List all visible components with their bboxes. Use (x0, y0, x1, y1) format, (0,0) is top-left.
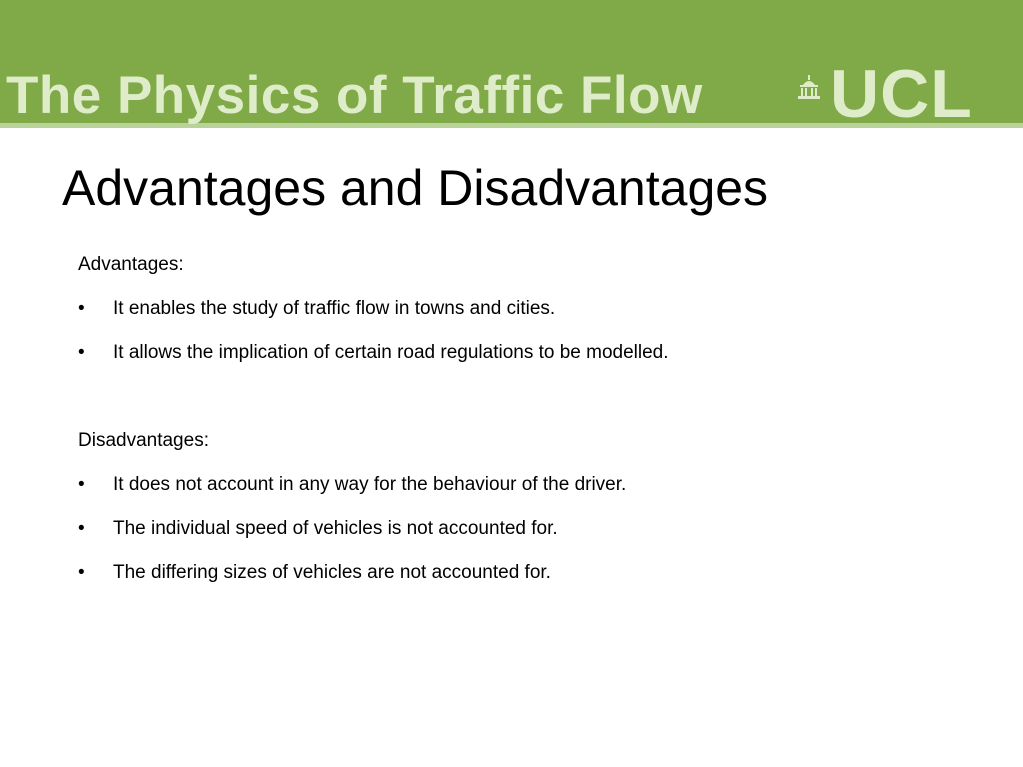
bullet-icon: • (78, 518, 85, 539)
banner-title: The Physics of Traffic Flow (6, 66, 703, 125)
advantage-text: It enables the study of traffic flow in towns and cities. (113, 298, 556, 319)
disadvantage-item (78, 558, 978, 588)
bullet-icon: • (78, 298, 85, 319)
disadvantages-heading: Disadvantages: (78, 430, 209, 451)
advantages-list (78, 294, 978, 368)
advantages-heading: Advantages: (78, 254, 184, 275)
disadvantage-item (78, 470, 978, 500)
advantage-item (78, 338, 978, 368)
bullet-icon: • (78, 474, 85, 495)
disadvantages-list (78, 470, 978, 588)
portico-icon (798, 75, 820, 99)
slide-body (78, 250, 978, 602)
disadvantage-text: The individual speed of vehicles is not accounted for. (113, 518, 558, 539)
section-spacer (78, 382, 978, 426)
advantage-item (78, 294, 978, 324)
logo-text: UCL (830, 56, 973, 132)
bullet-icon: • (78, 562, 85, 583)
bullet-icon: • (78, 342, 85, 363)
advantage-text: It allows the implication of certain road regulations to be modelled. (113, 342, 669, 363)
disadvantage-text: The differing sizes of vehicles are not accounted for. (113, 562, 551, 583)
slide-title: Advantages and Disadvantages (62, 160, 769, 216)
disadvantage-item (78, 514, 978, 544)
disadvantage-text: It does not account in any way for the behaviour of the driver. (113, 474, 627, 495)
ucl-logo (798, 56, 973, 132)
